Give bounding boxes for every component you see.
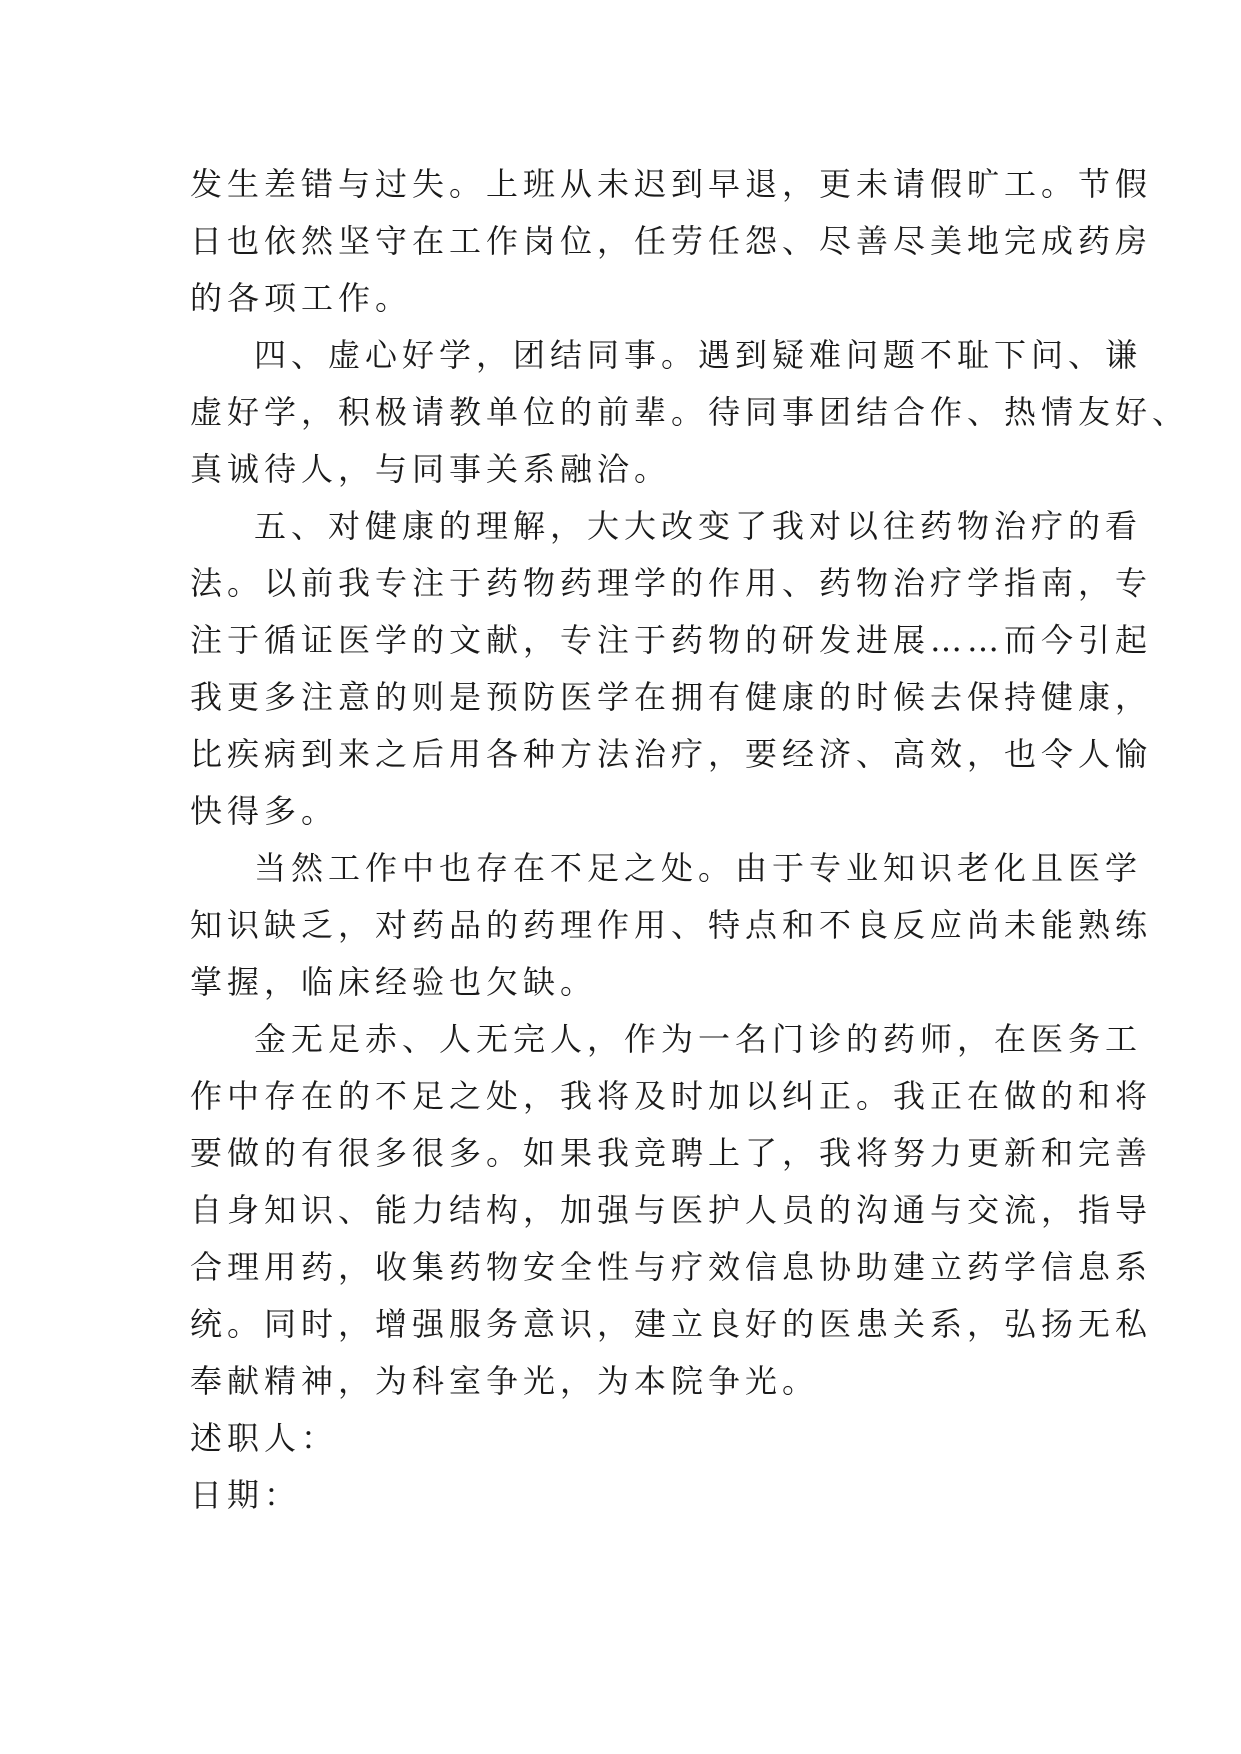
text-line: 日也依然坚守在工作岗位，任劳任怨、尽善尽美地完成药房 (190, 222, 1153, 260)
text-line: 快得多。 (190, 792, 339, 830)
reporter-label: 述职人： (190, 1419, 339, 1457)
text-line: 要做的有很多很多。如果我竞聘上了，我将努力更新和完善 (190, 1134, 1153, 1172)
text-line: 比疾病到来之后用各种方法治疗，要经济、高效，也令人愉 (190, 735, 1153, 773)
text-line: 真诚待人，与同事关系融洽。 (190, 450, 672, 488)
text-line: 发生差错与过失。上班从未迟到早退，更未请假旷工。节假 (190, 165, 1153, 203)
paragraph-start-line: 五、对健康的理解，大大改变了我对以往药物治疗的看 (254, 507, 1143, 545)
text-line: 知识缺乏，对药品的药理作用、特点和不良反应尚未能熟练 (190, 906, 1153, 944)
text-line: 法。以前我专注于药物药理学的作用、药物治疗学指南，专 (190, 564, 1153, 602)
paragraph-start-line: 四、虚心好学，团结同事。遇到疑难问题不耻下问、谦 (254, 336, 1143, 374)
paragraph-start-line: 当然工作中也存在不足之处。由于专业知识老化且医学 (254, 849, 1143, 887)
text-line: 统。同时，增强服务意识，建立良好的医患关系，弘扬无私 (190, 1305, 1153, 1343)
text-line: 奉献精神，为科室争光，为本院争光。 (190, 1362, 820, 1400)
document-body (190, 156, 1190, 1524)
text-line: 我更多注意的则是预防医学在拥有健康的时候去保持健康， (190, 678, 1153, 716)
text-line: 自身知识、能力结构，加强与医护人员的沟通与交流，指导 (190, 1191, 1153, 1229)
date-label: 日期： (190, 1476, 302, 1514)
text-line: 作中存在的不足之处，我将及时加以纠正。我正在做的和将 (190, 1077, 1153, 1115)
text-line: 的各项工作。 (190, 279, 413, 317)
text-line: 注于循证医学的文献，专注于药物的研发进展……而今引起 (190, 621, 1153, 659)
paragraph-start-line: 金无足赤、人无完人，作为一名门诊的药师，在医务工 (254, 1020, 1143, 1058)
text-line: 掌握，临床经验也欠缺。 (190, 963, 598, 1001)
text-line: 合理用药，收集药物安全性与疗效信息协助建立药学信息系 (190, 1248, 1153, 1286)
text-line: 虚好学，积极请教单位的前辈。待同事团结合作、热情友好、 (190, 393, 1190, 431)
